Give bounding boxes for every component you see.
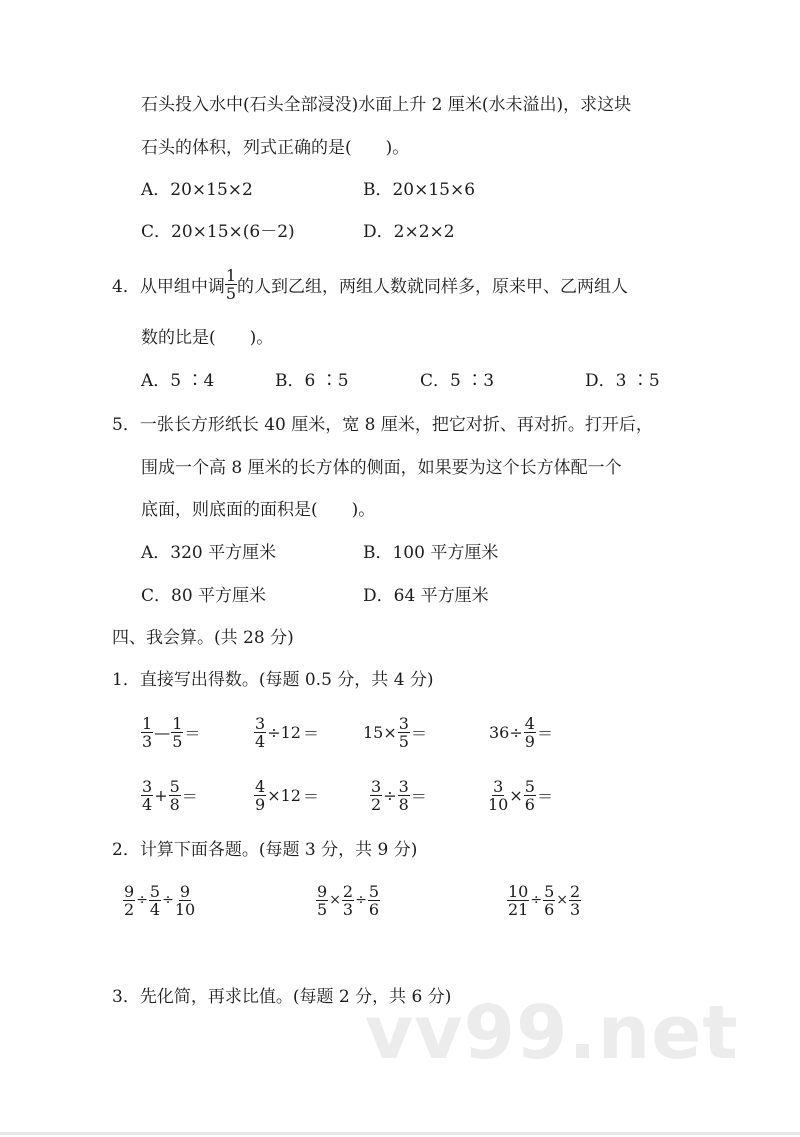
fraction: $\frac{3}{4}$ (255, 713, 266, 751)
part3-title: 3．先化简，再求比值。(每题 2 分，共 6 分) (112, 987, 452, 1007)
fraction: $\frac{1}{3}$ (142, 713, 153, 751)
calc-r2-3: $\frac{3}{2}$ ÷ $\frac{3}{8}$ ＝ (371, 776, 427, 814)
part1-title: 1．直接写出得数。(每题 0.5 分，共 4 分) (112, 670, 434, 690)
calc-p2-2: $\frac{9}{5}$ × $\frac{2}{3}$ ÷ $\frac{5}{6}$ (317, 881, 380, 919)
fraction: $\frac{5}{4}$ (149, 881, 161, 919)
q3-option-b: B．20×15×6 (363, 180, 476, 200)
q4-option-c: C．5 ∶3 (420, 371, 495, 391)
calc-p2-1: $\frac{9}{2}$ ÷ $\frac{5}{4}$ ÷ $\frac{9}{10}$ (124, 881, 196, 919)
q5-option-d: D．64 平方厘米 (363, 586, 489, 606)
q3-option-a: A．20×15×2 (141, 180, 253, 200)
q5-option-c: C．80 平方厘米 (141, 586, 267, 606)
q3-option-d: D．2×2×2 (363, 222, 455, 242)
calc-r2-2: $\frac{4}{9}$ ×12 ＝ (255, 776, 319, 814)
fraction: $\frac{3}{8}$ (398, 776, 409, 814)
fraction: $\frac{2}{3}$ (342, 881, 354, 919)
q3-line2: 石头的体积，列式正确的是( )。 (141, 138, 410, 158)
calc-p2-3: $\frac{10}{21}$ ÷ $\frac{5}{6}$ × $\frac{2}{3}$ (508, 881, 581, 919)
fraction: $\frac{9}{10}$ (174, 881, 196, 919)
page-bottom-edge (0, 1132, 800, 1135)
fraction: $\frac{3}{5}$ (398, 713, 409, 751)
watermark: vv99.net (365, 990, 739, 1076)
section4-title: 四、我会算。(共 28 分) (112, 628, 294, 648)
q4-suffix: 的人到乙组，两组人数就同样多，原来甲、乙两组人 (237, 276, 629, 297)
calc-r1-2: $\frac{3}{4}$ ÷12 ＝ (255, 713, 319, 751)
part2-title: 2．计算下面各题。(每题 3 分，共 9 分) (112, 840, 418, 860)
q4-line2: 数的比是( )。 (141, 328, 274, 348)
calc-r1-1: $\frac{1}{3}$ — $\frac{1}{5}$ ＝ (142, 713, 201, 751)
q4-option-d: D．3 ∶5 (585, 371, 660, 391)
q3-line1: 石头投入水中(石头全部浸没)水面上升 2 厘米(水未溢出)，求这块 (141, 95, 632, 115)
fraction: $\frac{4}{9}$ (524, 713, 535, 751)
fraction: $\frac{5}{6}$ (544, 881, 555, 919)
fraction: $\frac{5}{6}$ (524, 776, 535, 814)
q5-line2: 围成一个高 8 厘米的长方体的侧面，如果要为这个长方体配一个 (141, 458, 622, 478)
q5-option-a: A．320 平方厘米 (141, 543, 277, 563)
fraction: $\frac{10}{21}$ (508, 881, 529, 919)
calc-r1-4: 36÷ $\frac{4}{9}$ ＝ (489, 713, 553, 751)
fraction: $\frac{3}{4}$ (142, 776, 153, 814)
fraction: $\frac{5}{8}$ (169, 776, 180, 814)
fraction: $\frac{4}{9}$ (255, 776, 266, 814)
q5-line1: 5．一张长方形纸长 40 厘米，宽 8 厘米，把它对折、再对折。打开后， (112, 415, 653, 435)
q4-option-a: A．5 ∶4 (141, 371, 215, 391)
q4-fraction (225, 267, 237, 302)
fraction: $\frac{3}{10}$ (488, 776, 509, 814)
q4-frac-den: 5 (225, 283, 237, 303)
q4-option-b: B．6 ∶5 (275, 371, 349, 391)
q4-line1 (112, 266, 628, 302)
fraction: $\frac{9}{5}$ (317, 881, 328, 919)
calc-r1-3: 15× $\frac{3}{5}$ ＝ (363, 713, 427, 751)
q5-option-b: B．100 平方厘米 (363, 543, 499, 563)
fraction: $\frac{3}{2}$ (371, 776, 382, 814)
q4-frac-num: 1 (225, 265, 237, 285)
q3-option-c: C．20×15×(6－2) (141, 222, 295, 242)
fraction: $\frac{5}{6}$ (368, 881, 380, 919)
calc-r2-1: $\frac{3}{4}$ + $\frac{5}{8}$ ＝ (142, 776, 198, 814)
fraction: $\frac{2}{3}$ (570, 881, 581, 919)
fraction: $\frac{9}{2}$ (124, 881, 135, 919)
fraction: $\frac{1}{5}$ (172, 713, 183, 751)
q4-prefix: 4．从甲组中调 (112, 276, 225, 297)
q5-line3: 底面，则底面的面积是( )。 (141, 500, 376, 520)
calc-r2-4: $\frac{3}{10}$ × $\frac{5}{6}$ ＝ (488, 776, 553, 814)
